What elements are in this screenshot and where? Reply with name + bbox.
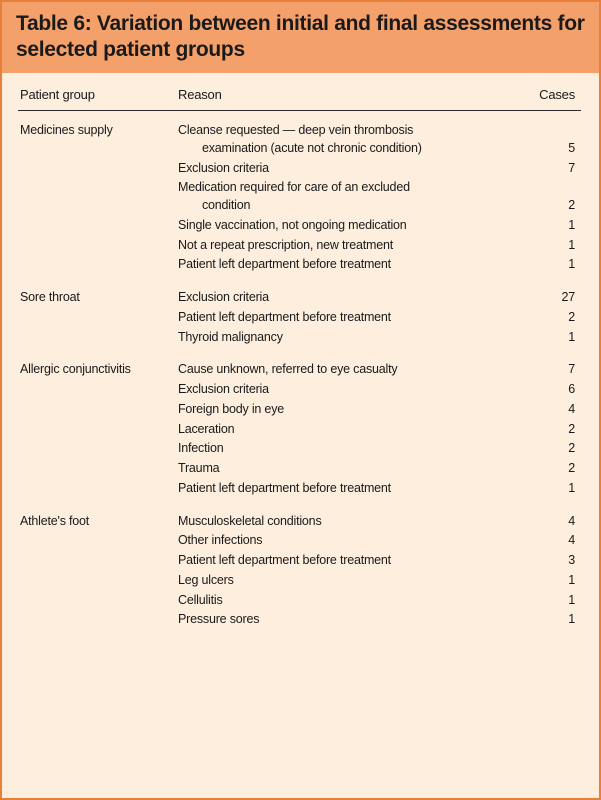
reason-line-continued: examination (acute not chronic condition): [202, 140, 422, 155]
cell-patient-group: [18, 479, 176, 499]
row-spacer: [18, 499, 581, 512]
table-row: [18, 420, 581, 440]
cell-reason: [176, 380, 531, 400]
table-row: [18, 551, 581, 571]
cell-patient-group: Athlete's foot: [20, 513, 90, 528]
reason-line: Laceration: [178, 421, 235, 436]
cell-reason: [176, 400, 531, 420]
cell-reason: [176, 610, 531, 630]
reason-line: Exclusion criteria: [178, 290, 269, 305]
reason-line-continued: condition: [202, 198, 251, 213]
cell-reason: [176, 159, 531, 179]
table-row: [18, 328, 581, 348]
reason-line: Thyroid malignancy: [178, 329, 283, 344]
cell-patient-group: [18, 571, 176, 591]
spacer-cell: [18, 499, 176, 512]
cell-cases: 1: [568, 237, 575, 252]
reason-line: Single vaccination, not ongoing medication: [178, 217, 407, 232]
reason-line: Trauma: [178, 461, 220, 476]
cell-cases: 1: [568, 612, 575, 627]
spacer-cell: [531, 111, 581, 122]
table-header-row: [18, 81, 581, 111]
cell-reason: [176, 591, 531, 611]
cell-cases: 2: [568, 421, 575, 436]
cell-reason: [176, 439, 531, 459]
cell-reason: [176, 551, 531, 571]
cell-reason: [176, 479, 531, 499]
table-row: [18, 479, 581, 499]
spacer-cell: [176, 111, 531, 122]
table-row: [18, 591, 581, 611]
table-row: [18, 216, 581, 236]
reason-line: Foreign body in eye: [178, 401, 284, 416]
table-row: [18, 159, 581, 179]
table-row: [18, 400, 581, 420]
cell-cases: 6: [568, 382, 575, 397]
table-row: [18, 571, 581, 591]
cell-patient-group: [18, 380, 176, 400]
table-row: [18, 255, 581, 275]
cell-cases: 2: [568, 198, 575, 213]
reason-line: Cleanse requested — deep vein thrombosis: [178, 123, 414, 138]
row-spacer: [18, 347, 581, 360]
spacer-cell: [531, 499, 581, 512]
cell-patient-group: [18, 531, 176, 551]
cell-reason: [176, 216, 531, 236]
cell-patient-group: [18, 459, 176, 479]
spacer-cell: [18, 275, 176, 288]
cell-patient-group: [18, 178, 176, 216]
table-row: [18, 360, 581, 380]
table-header: [18, 81, 581, 111]
cell-cases: 1: [568, 572, 575, 587]
table-row: [18, 288, 581, 308]
table-row: [18, 512, 581, 532]
cell-cases: 27: [561, 290, 575, 305]
cell-cases: 1: [568, 592, 575, 607]
reason-line: Patient left department before treatment: [178, 309, 391, 324]
cell-patient-group: [18, 236, 176, 256]
table-row: [18, 459, 581, 479]
reason-line: Pressure sores: [178, 612, 260, 627]
cell-reason: [176, 178, 531, 216]
cell-patient-group: [18, 159, 176, 179]
cell-reason: [176, 328, 531, 348]
cell-patient-group: [18, 400, 176, 420]
reason-line: Musculoskeletal conditions: [178, 513, 322, 528]
cell-reason: [176, 531, 531, 551]
cell-reason: [176, 512, 531, 532]
reason-line: Medication required for care of an excluded: [178, 180, 410, 195]
cell-cases: 1: [568, 480, 575, 495]
cell-reason: [176, 121, 531, 159]
table-row: [18, 439, 581, 459]
spacer-cell: [18, 111, 176, 122]
cell-cases: 4: [568, 401, 575, 416]
spacer-cell: [531, 275, 581, 288]
cell-patient-group: [18, 439, 176, 459]
cell-reason: [176, 236, 531, 256]
spacer-cell: [176, 275, 531, 288]
cell-cases: 7: [568, 362, 575, 377]
spacer-cell: [176, 499, 531, 512]
cell-reason: [176, 420, 531, 440]
spacer-cell: [531, 347, 581, 360]
cell-patient-group: Sore throat: [20, 290, 80, 305]
reason-line: Patient left department before treatment: [178, 553, 391, 568]
table-title: Table 6: Variation between initial and final assessments for selected patient groups: [2, 2, 599, 73]
cell-cases: 4: [568, 513, 575, 528]
cell-cases: 5: [568, 140, 575, 155]
cell-cases: 1: [568, 329, 575, 344]
cell-cases: 4: [568, 533, 575, 548]
spacer-cell: [176, 347, 531, 360]
table-row: [18, 308, 581, 328]
reason-line: Exclusion criteria: [178, 160, 269, 175]
table-row: [18, 121, 581, 159]
reason-line: Patient left department before treatment: [178, 480, 391, 495]
cell-reason: [176, 288, 531, 308]
reason-line: Cause unknown, referred to eye casualty: [178, 362, 398, 377]
cell-patient-group: Medicines supply: [20, 123, 113, 138]
cell-patient-group: [18, 551, 176, 571]
data-table: [18, 81, 581, 630]
cell-patient-group: [18, 216, 176, 236]
table-row: [18, 236, 581, 256]
table-row: [18, 178, 581, 216]
cell-cases: 3: [568, 553, 575, 568]
cell-reason: [176, 255, 531, 275]
cell-cases: 1: [568, 257, 575, 272]
cell-patient-group: [18, 420, 176, 440]
table-body-rows: [18, 111, 581, 631]
table-body: [2, 73, 599, 798]
cell-cases: 2: [568, 461, 575, 476]
reason-line: Patient left department before treatment: [178, 257, 391, 272]
cell-reason: [176, 459, 531, 479]
reason-line: Other infections: [178, 533, 263, 548]
cell-patient-group: Allergic conjunctivitis: [20, 362, 131, 377]
column-header-reason: Reason: [176, 81, 531, 111]
reason-line: Cellulitis: [178, 592, 223, 607]
table-row: [18, 380, 581, 400]
cell-patient-group: [18, 591, 176, 611]
cell-cases: 2: [568, 309, 575, 324]
reason-line: Not a repeat prescription, new treatment: [178, 237, 394, 252]
cell-cases: 2: [568, 441, 575, 456]
cell-reason: [176, 308, 531, 328]
row-spacer: [18, 111, 581, 122]
cell-patient-group: [18, 255, 176, 275]
cell-reason: [176, 360, 531, 380]
table-row: [18, 531, 581, 551]
table-row: [18, 610, 581, 630]
reason-line: Infection: [178, 441, 224, 456]
cell-reason: [176, 571, 531, 591]
row-spacer: [18, 275, 581, 288]
cell-cases: 1: [568, 217, 575, 232]
cell-patient-group: [18, 610, 176, 630]
cell-patient-group: [18, 328, 176, 348]
spacer-cell: [18, 347, 176, 360]
cell-cases: 7: [568, 160, 575, 175]
reason-line: Leg ulcers: [178, 572, 234, 587]
reason-line: Exclusion criteria: [178, 382, 269, 397]
cell-patient-group: [18, 308, 176, 328]
column-header-cases: Cases: [531, 81, 581, 111]
column-header-patient-group: Patient group: [18, 81, 176, 111]
